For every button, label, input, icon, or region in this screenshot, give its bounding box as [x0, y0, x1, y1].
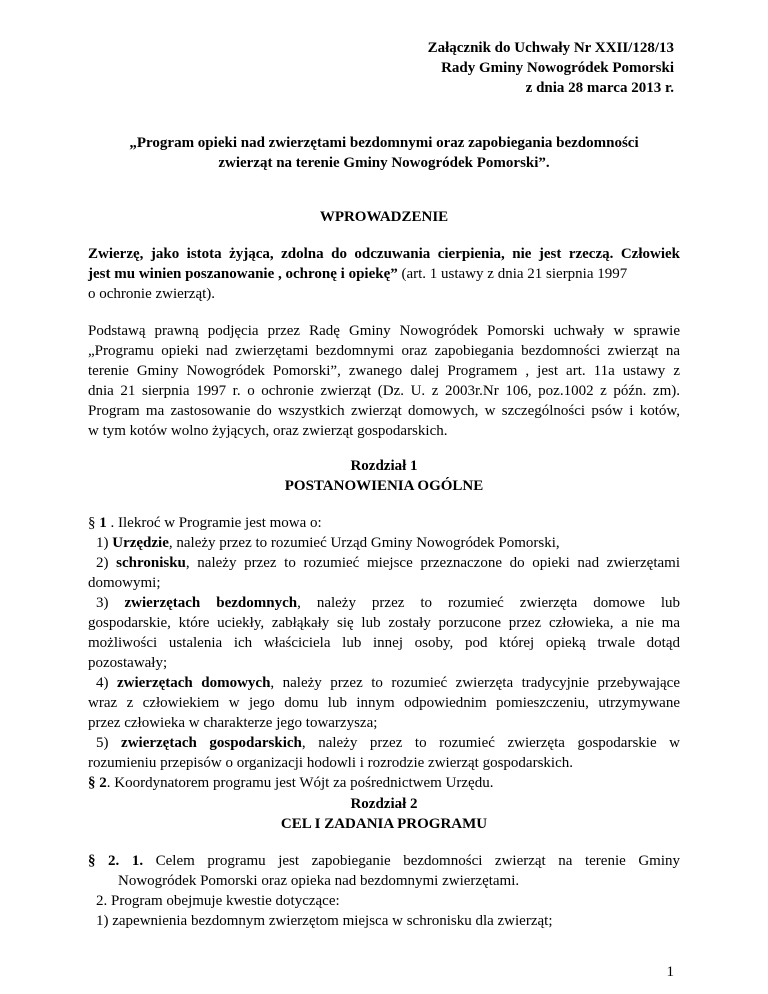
section-2: § 2. Koordynatorem programu jest Wójt za pośrednictwem Urzędu.: [88, 775, 494, 791]
definition-item-cont: przez człowieka w charakterze jego towarzysza;: [88, 715, 378, 731]
paragraph-line: Podstawą prawną podjęcia przez Radę Gminy Nowogródek Pomorski uchwały w sprawie: [88, 323, 680, 339]
definition-item: 5) zwierzętach gospodarskich, należy przez to rozumieć zwierzęta gospodarskie w: [96, 735, 680, 751]
section-2-1: § 2. 1. Celem programu jest zapobieganie bezdomności zwierząt na terenie Gminy: [88, 853, 680, 869]
section-2-2: 2. Program obejmuje kwestie dotyczące:: [96, 893, 340, 909]
chapter-number: Rozdział 1: [350, 458, 418, 474]
definition-item: 4) zwierzętach domowych, należy przez to rozumieć zwierzęta tradycyjnie przebywające: [96, 675, 680, 691]
chapter-title: CEL I ZADANIA PROGRAMU: [280, 816, 488, 832]
definition-item: 3) zwierzętach bezdomnych, należy przez to rozumieć zwierzęta domowe lub: [96, 595, 681, 611]
section-1-intro: § 1 . Ilekroć w Programie jest mowa o:: [88, 515, 322, 531]
definition-item-cont: możliwości ustalenia ich właściciela lub innej osoby, pod której opieką trwale dotąd: [88, 635, 680, 651]
chapter-1-body: [88, 513, 680, 793]
definition-item-cont: rozumieniu przepisów o organizacji hodowli i rozrodzie zwierząt gospodarskich.: [88, 755, 573, 771]
paragraph-line: w tym kotów wolno żyjących, oraz zwierząt gospodarskich.: [88, 423, 448, 439]
paragraph-line: dnia 21 sierpnia 1997 r. o ochronie zwierząt (Dz. U. z 2003r.Nr 106, poz.1002 z późn. zm).: [88, 383, 680, 399]
definition-item: 1) Urzędzie, należy przez to rozumieć Urząd Gminy Nowogródek Pomorski,: [96, 535, 560, 551]
definition-item-cont: pozostawały;: [88, 655, 168, 671]
page-number: 1: [666, 964, 674, 980]
chapter-2-heading: [80, 794, 688, 834]
header-line: z dnia 28 marca 2013 r.: [525, 80, 674, 96]
chapter-1-heading: [80, 456, 688, 496]
document-title: [80, 133, 688, 173]
title-line: „Program opieki nad zwierzętami bezdomnymi oraz zapobiegania bezdomności: [129, 135, 639, 151]
chapter-number: Rozdział 2: [350, 796, 418, 812]
paragraph-line: Program ma zastosowanie do wszystkich zwierząt domowych, w szczególności psów i kotów,: [88, 403, 680, 419]
quote-line: o ochronie zwierząt).: [88, 286, 216, 302]
attachment-header: [428, 38, 674, 98]
quote-line: Zwierzę, jako istota żyjąca, zdolna do odczuwania cierpienia, nie jest rzeczą. Człowiek: [88, 246, 680, 262]
header-line: Załącznik do Uchwały Nr XXII/128/13: [427, 40, 674, 56]
intro-paragraph: [88, 321, 680, 441]
list-item: 1) zapewnienia bezdomnym zwierzętom miejsca w schronisku dla zwierząt;: [96, 913, 553, 929]
chapter-2-body: [88, 851, 680, 931]
definition-item-cont: domowymi;: [88, 575, 161, 591]
title-line: zwierząt na terenie Gminy Nowogródek Pomorski”.: [218, 155, 550, 171]
section-heading-intro: WPROWADZENIE: [319, 209, 449, 225]
section-2-1-cont: Nowogródek Pomorski oraz opieka nad bezdomnymi zwierzętami.: [118, 873, 520, 889]
definition-item: 2) schronisku, należy przez to rozumieć miejsce przeznaczone do opieki nad zwierzętami: [96, 555, 680, 571]
paragraph-line: „Programu opieki nad zwierzętami bezdomnymi oraz zapobiegania bezdomności zwierząt na: [88, 343, 680, 359]
definition-item-cont: wraz z człowiekiem w jego domu lub innym odpowiednim pomieszczeniu, utrzymywane: [88, 695, 680, 711]
paragraph-line: terenie Gminy Nowogródek Pomorski”, zwanego dalej Programem , jest art. 11a ustawy z: [88, 363, 680, 379]
definition-item-cont: gospodarskie, które uciekły, zabłąkały się lub zostały porzucone przez człowieka, a nie ma: [88, 615, 680, 631]
quote-line: jest mu winien poszanowanie , ochronę i opiekę” (art. 1 ustawy z dnia 21 sierpnia 1997: [88, 266, 628, 282]
chapter-title: POSTANOWIENIA OGÓLNE: [284, 478, 484, 494]
header-line: Rady Gminy Nowogródek Pomorski: [441, 60, 674, 76]
intro-quote: [88, 244, 680, 304]
